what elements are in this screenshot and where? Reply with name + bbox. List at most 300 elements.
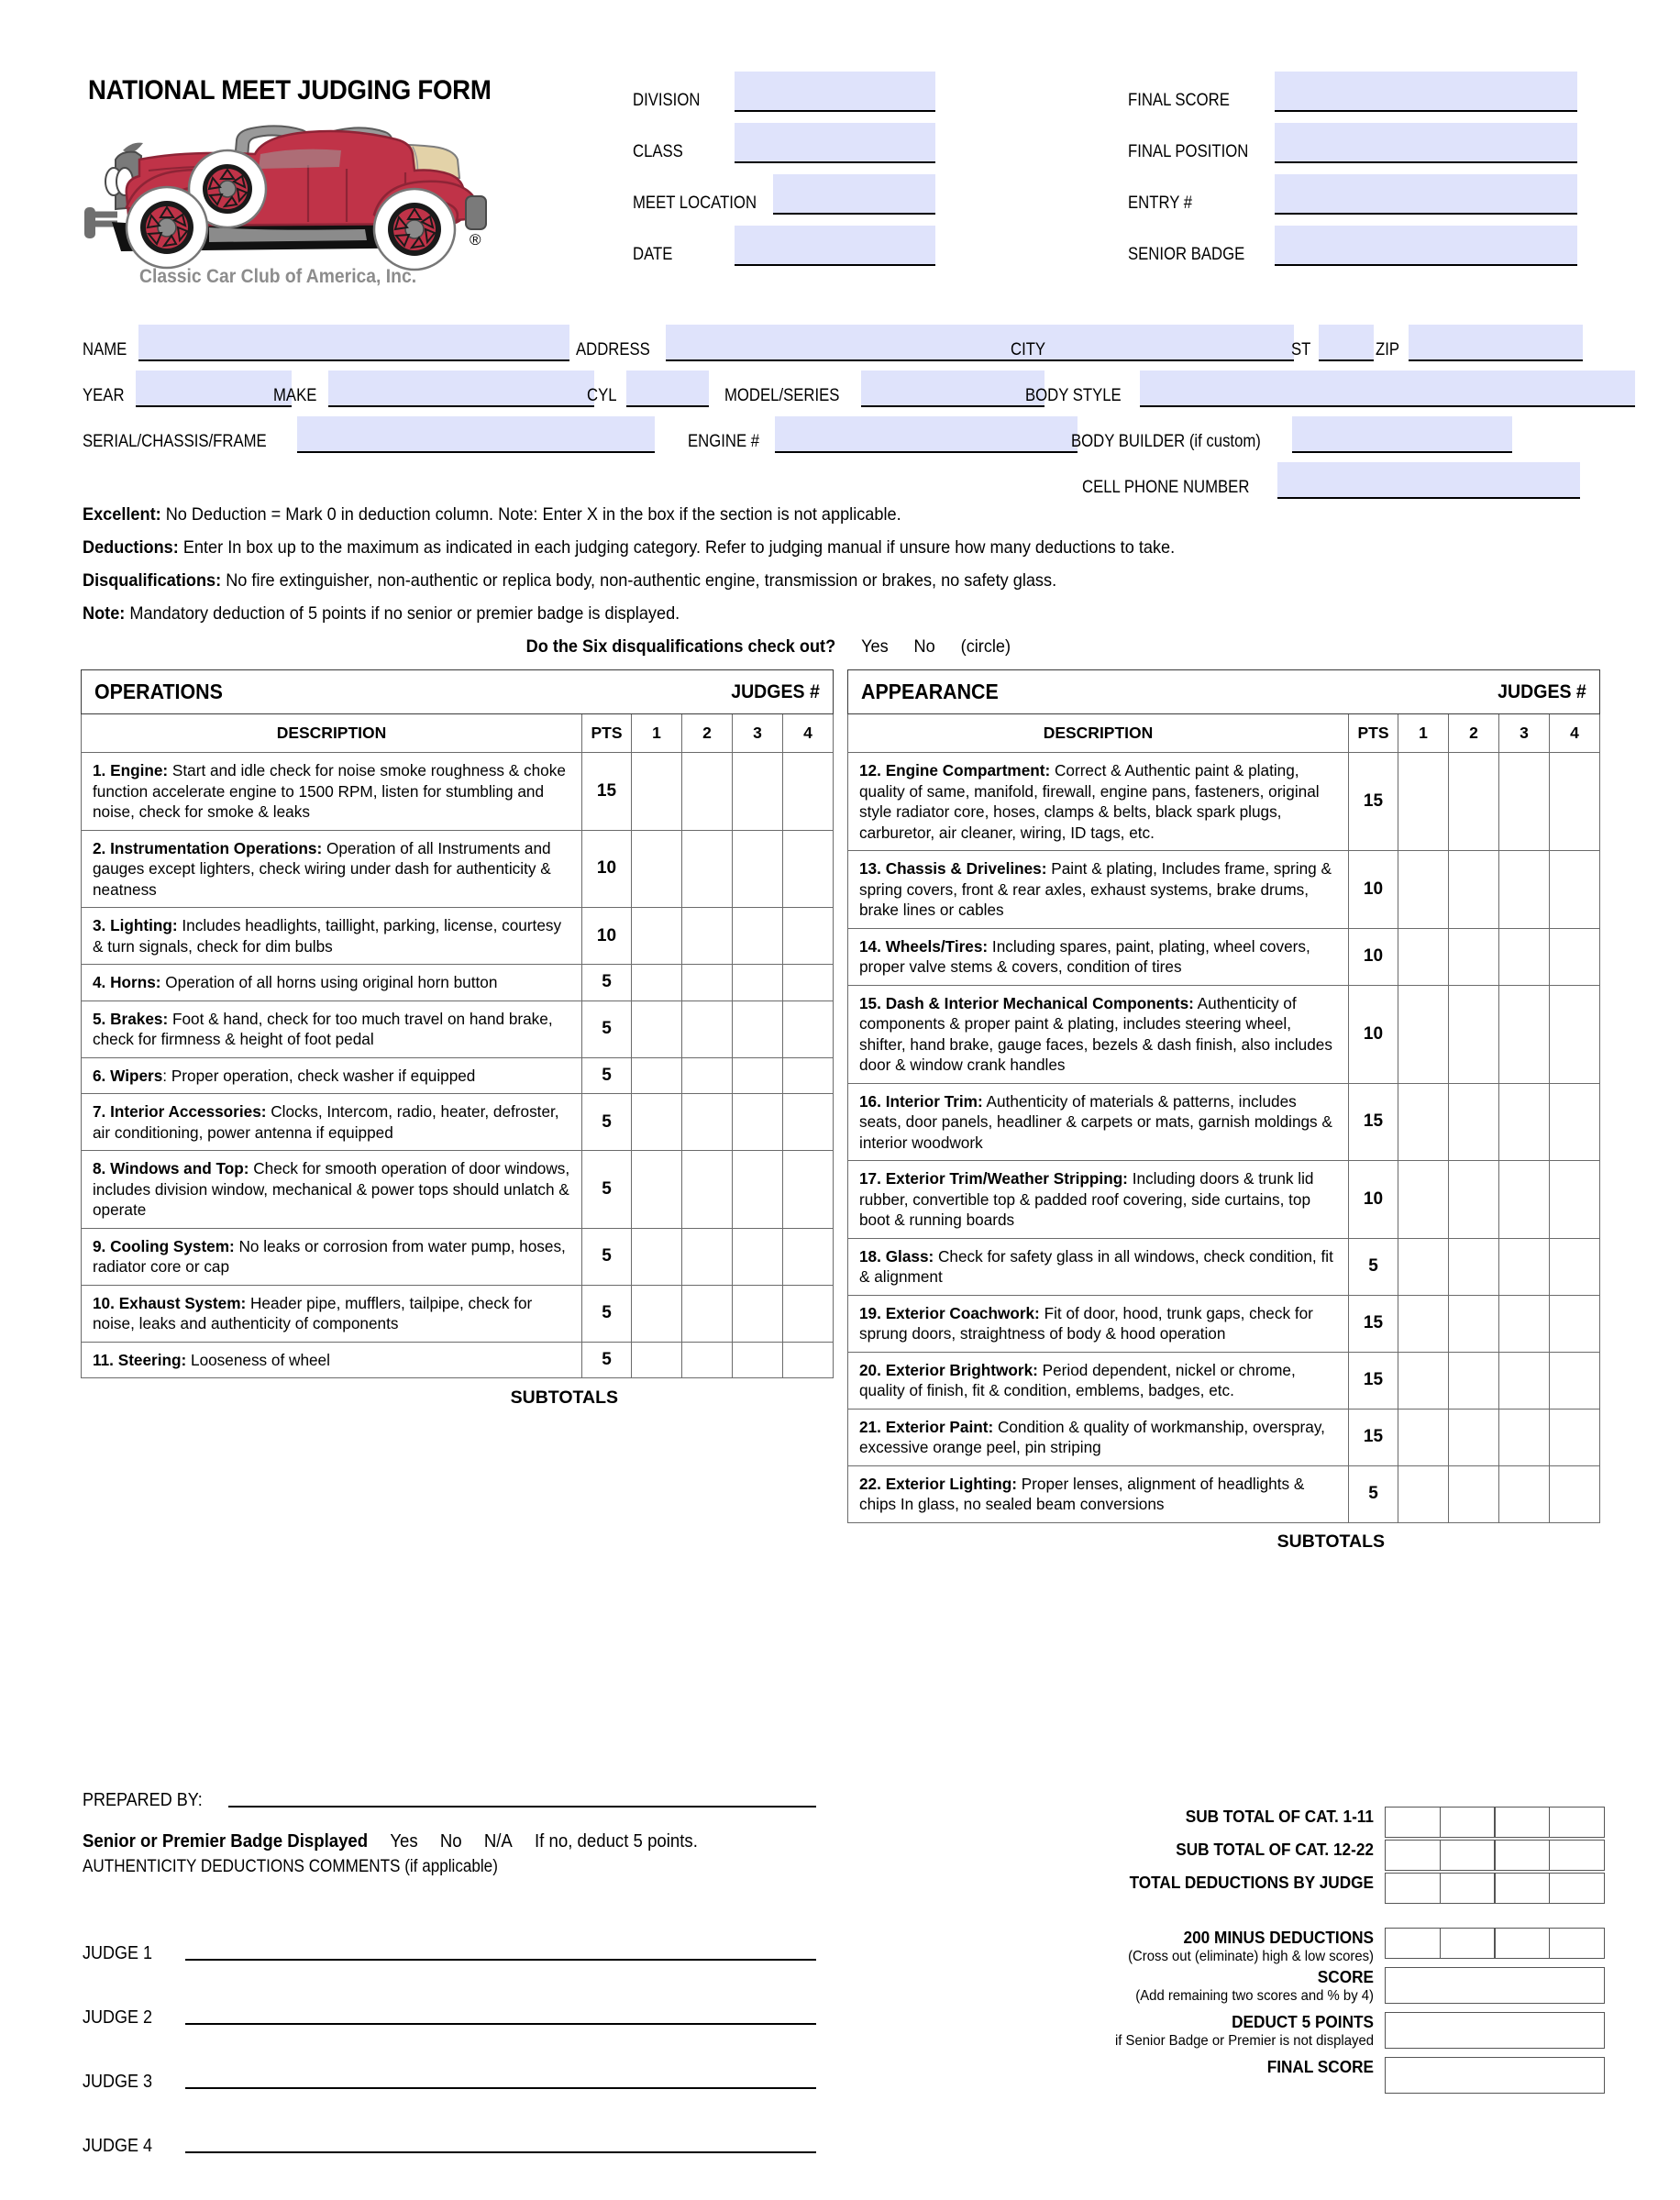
row-detail-text: Fit of door, hood, trunk gaps, check for sprung doors, straightness of body & hood operation: [859, 1303, 1313, 1343]
date-input[interactable]: [735, 226, 935, 266]
row-title-text: Exterior Lighting:: [885, 1474, 1017, 1493]
field-state[interactable]: ST: [1291, 325, 1374, 361]
row-title-text: Steering:: [117, 1350, 187, 1369]
field-date[interactable]: DATE: [633, 226, 935, 266]
judge-1-deduction-cell[interactable]: [632, 1151, 682, 1229]
field-zip[interactable]: ZIP: [1376, 325, 1583, 361]
judge-1-deduction-cell[interactable]: [632, 1228, 682, 1285]
judge-4-deduction-cell[interactable]: [1550, 1352, 1600, 1409]
row-points: 15: [582, 753, 632, 831]
judge-4-deduction-cell[interactable]: [783, 908, 834, 965]
judge-signature-input[interactable]: [185, 1959, 816, 1961]
row-points: 10: [1349, 851, 1398, 929]
row-description: [848, 1295, 1349, 1352]
scoring-judge-4-box[interactable]: [1549, 1840, 1605, 1871]
judge-1-deduction-cell[interactable]: [632, 1094, 682, 1151]
judge-2-deduction-cell[interactable]: [1449, 1083, 1499, 1161]
instruction-disqualifications: Disqualifications: No fire extinguisher, non-authentic or replica body, non-authentic engine, transmission or brakes, no safety glass.: [83, 570, 1057, 591]
authenticity-comments-label: AUTHENTICITY DEDUCTIONS COMMENTS (if applicable): [83, 1857, 498, 1876]
scoring-value-box[interactable]: [1385, 1967, 1605, 2004]
judge-1-deduction-cell[interactable]: [632, 1001, 682, 1057]
operations-subtotals-label: SUBTOTALS: [510, 1387, 618, 1408]
judge-4-deduction-cell[interactable]: [1550, 1295, 1600, 1352]
body-builder-input[interactable]: [1292, 416, 1512, 453]
judge-2-deduction-cell[interactable]: [682, 753, 733, 831]
prepared-by-row[interactable]: [83, 1790, 816, 1811]
badge-na-option[interactable]: N/A: [483, 1831, 513, 1852]
judge-3-deduction-cell[interactable]: [733, 1151, 783, 1229]
judge-3-deduction-cell[interactable]: [1499, 985, 1550, 1083]
judge-3-deduction-cell[interactable]: [733, 965, 783, 1001]
field-engine-number[interactable]: ENGINE #: [688, 416, 1078, 453]
field-body-style[interactable]: BODY STYLE: [1025, 370, 1635, 407]
row-points: 10: [1349, 928, 1398, 985]
scoring-judge-1-box[interactable]: [1385, 1928, 1441, 1959]
scoring-judge-4-box[interactable]: [1549, 1928, 1605, 1959]
row-title-text: Horns:: [110, 973, 161, 991]
judge-1-deduction-cell[interactable]: [1398, 985, 1449, 1083]
scoring-row-sub-label: (Add remaining two scores and % by 4): [1135, 1988, 1374, 2004]
judge-3-deduction-cell[interactable]: [733, 753, 783, 831]
row-detail-text: Check for smooth operation of door windows, includes division window, mechanical & power tops should unlatch & operate: [93, 1159, 570, 1219]
row-title-text: Dash & Interior Mechanical Components:: [885, 993, 1194, 1012]
row-title: 6.: [93, 1066, 106, 1085]
final-position-input[interactable]: [1275, 123, 1577, 163]
judge-4-deduction-cell[interactable]: [1550, 1161, 1600, 1239]
appearance-col-pts: PTS: [1349, 714, 1398, 753]
judge-2-deduction-cell[interactable]: [682, 1342, 733, 1378]
judge-4-deduction-cell[interactable]: [1550, 1238, 1600, 1295]
row-title-text: Cooling System:: [110, 1236, 235, 1255]
row-title-text: Glass:: [885, 1246, 934, 1266]
field-city[interactable]: CITY: [1011, 325, 1294, 361]
judge-signature-input[interactable]: [185, 2151, 816, 2153]
judge-3-deduction-cell[interactable]: [1499, 1352, 1550, 1409]
judge-3-deduction-cell[interactable]: [733, 830, 783, 908]
judge-1-deduction-cell[interactable]: [1398, 1352, 1449, 1409]
judge-3-deduction-cell[interactable]: [733, 1057, 783, 1094]
row-description: [82, 1151, 582, 1229]
row-title: 18.: [859, 1246, 881, 1266]
operations-section-title: OPERATIONS: [94, 680, 223, 703]
scoring-row-sub-label: if Senior Badge or Premier is not displayed: [1114, 2033, 1374, 2049]
judge-4-deduction-cell[interactable]: [783, 1001, 834, 1057]
judge-3-deduction-cell[interactable]: [733, 1342, 783, 1378]
judge-3-deduction-cell[interactable]: [733, 1094, 783, 1151]
judge-signature-list: [83, 1943, 816, 2157]
table-row: [82, 908, 834, 965]
table-row: [848, 1083, 1600, 1161]
row-points: 15: [1349, 1083, 1398, 1161]
table-row: [82, 830, 834, 908]
judge-4-deduction-cell[interactable]: [783, 965, 834, 1001]
scoring-judge-4-box[interactable]: [1549, 1873, 1605, 1904]
badge-deduct-note: If no, deduct 5 points.: [535, 1831, 698, 1852]
row-title: 4.: [93, 973, 106, 991]
class-input[interactable]: [735, 123, 935, 163]
judge-2-deduction-cell[interactable]: [682, 1057, 733, 1094]
appearance-table: [847, 669, 1600, 1523]
scoring-judge-3-box[interactable]: [1494, 1807, 1550, 1838]
judge-4-deduction-cell[interactable]: [783, 1228, 834, 1285]
judge-2-deduction-cell[interactable]: [1449, 1295, 1499, 1352]
row-description: [848, 1465, 1349, 1522]
scoring-row: [1000, 2012, 1605, 2050]
judge-1-deduction-cell[interactable]: [1398, 753, 1449, 851]
field-body-builder[interactable]: BODY BUILDER (if custom): [1071, 416, 1512, 453]
six-disqualifications-question: Do the Six disqualifications check out? Yes No (circle): [525, 636, 1011, 657]
judge-2-deduction-cell[interactable]: [1449, 1238, 1499, 1295]
scoring-value-box[interactable]: [1385, 2057, 1605, 2094]
judge-2-deduction-cell[interactable]: [682, 908, 733, 965]
judge-2-deduction-cell[interactable]: [682, 1285, 733, 1342]
judge-1-deduction-cell[interactable]: [1398, 1161, 1449, 1239]
judge-4-deduction-cell[interactable]: [783, 1151, 834, 1229]
state-input[interactable]: [1319, 325, 1374, 361]
row-description: [848, 928, 1349, 985]
judge-2-deduction-cell[interactable]: [1449, 851, 1499, 929]
table-row: [848, 1295, 1600, 1352]
operations-col-judge-4: 4: [783, 714, 834, 753]
badge-displayed-label: Senior or Premier Badge Displayed: [83, 1831, 369, 1852]
scoring-row-label: [1000, 2012, 1385, 2050]
judge-signature-row[interactable]: [83, 2072, 816, 2093]
judge-3-deduction-cell[interactable]: [1499, 1465, 1550, 1522]
judge-2-deduction-cell[interactable]: [1449, 1409, 1499, 1465]
row-description: [82, 908, 582, 965]
row-detail-text: Includes headlights, taillight, parking, license, courtesy & turn signals, check for dim bulbs: [93, 916, 562, 956]
scoring-row-label: [1000, 1967, 1385, 2005]
scoring-row-label: [1000, 1840, 1385, 1860]
row-description: [82, 1001, 582, 1057]
operations-subtotal-judge-4[interactable]: [782, 1378, 833, 1417]
instruction-excellent: Excellent: No Deduction = Mark 0 in deduction column. Note: Enter X in the box if the section is not applicable.: [83, 504, 901, 525]
judge-4-deduction-cell[interactable]: [1550, 1465, 1600, 1522]
row-description: [848, 985, 1349, 1083]
logo-caption: Classic Car Club of America, Inc.: [139, 266, 417, 287]
prepared-by-input[interactable]: [228, 1806, 816, 1808]
scoring-judge-2-box[interactable]: [1440, 1807, 1496, 1838]
judge-1-deduction-cell[interactable]: [632, 1342, 682, 1378]
judge-4-deduction-cell[interactable]: [1550, 1409, 1600, 1465]
row-detail-text: Start and idle check for noise smoke roughness & choke function accelerate engine to 1500 RPM, listen for stumbling and noise, check for smoke & leaks: [93, 761, 566, 821]
field-final-score[interactable]: FINAL SCORE: [1128, 72, 1577, 112]
table-row: [82, 1057, 834, 1094]
badge-no-option[interactable]: No: [439, 1831, 462, 1852]
judge-4-deduction-cell[interactable]: [1550, 851, 1600, 929]
row-detail-text: Authenticity of components & proper paint & plating, includes steering wheel, shifter, hand brake, gauge faces, bezels & dash finish, also includes door & window crank handles: [859, 993, 1332, 1074]
final-score-input[interactable]: [1275, 72, 1577, 112]
judge-1-deduction-cell[interactable]: [632, 830, 682, 908]
judge-1-deduction-cell[interactable]: [1398, 1465, 1449, 1522]
judge-4-deduction-cell[interactable]: [783, 1094, 834, 1151]
row-detail-text: No leaks or corrosion from water pump, hoses, radiator core or cap: [93, 1236, 566, 1276]
instructions-block: [83, 501, 1623, 658]
row-description: [82, 965, 582, 1001]
judge-2-deduction-cell[interactable]: [682, 830, 733, 908]
judge-3-deduction-cell[interactable]: [1499, 753, 1550, 851]
scoring-judge-2-box[interactable]: [1440, 1873, 1496, 1904]
judge-signature-input[interactable]: [185, 2023, 816, 2025]
judge-4-deduction-cell[interactable]: [1550, 985, 1600, 1083]
field-cyl[interactable]: CYL: [587, 370, 709, 407]
appearance-subtotals-label: SUBTOTALS: [1277, 1531, 1385, 1552]
judge-2-deduction-cell[interactable]: [1449, 985, 1499, 1083]
judge-2-deduction-cell[interactable]: [1449, 1465, 1499, 1522]
judge-label: JUDGE 1: [83, 1943, 153, 1963]
meet-location-input[interactable]: [773, 174, 935, 215]
scoring-row-label: [1000, 1873, 1385, 1893]
serial-input[interactable]: [297, 416, 655, 453]
judge-1-deduction-cell[interactable]: [1398, 1238, 1449, 1295]
row-title: 5.: [93, 1009, 106, 1028]
scoring-row: [1000, 1840, 1605, 1871]
field-model-series[interactable]: MODEL/SERIES: [724, 370, 1044, 407]
row-points: 5: [582, 1285, 632, 1342]
field-name[interactable]: NAME: [83, 325, 569, 361]
judge-3-deduction-cell[interactable]: [1499, 1161, 1550, 1239]
field-senior-badge[interactable]: SENIOR BADGE: [1128, 226, 1577, 266]
table-row: [848, 1352, 1600, 1409]
judge-4-deduction-cell[interactable]: [783, 753, 834, 831]
row-points: 5: [582, 965, 632, 1001]
field-meet-location[interactable]: MEET LOCATION: [633, 174, 935, 215]
judge-1-deduction-cell[interactable]: [632, 1285, 682, 1342]
row-title: 7.: [93, 1102, 106, 1121]
judge-1-deduction-cell[interactable]: [1398, 928, 1449, 985]
entry-number-input[interactable]: [1275, 174, 1577, 215]
judge-label: JUDGE 4: [83, 2136, 153, 2156]
table-row: [848, 1465, 1600, 1522]
judge-4-deduction-cell[interactable]: [1550, 1083, 1600, 1161]
row-points: 15: [1349, 1295, 1398, 1352]
appearance-col-judge-2: 2: [1449, 714, 1499, 753]
six-yes-option[interactable]: Yes: [861, 636, 889, 657]
judge-2-deduction-cell[interactable]: [1449, 753, 1499, 851]
table-row: [82, 1001, 834, 1057]
cell-phone-input[interactable]: [1277, 462, 1580, 499]
field-address[interactable]: ADDRESS: [576, 325, 1078, 361]
city-input[interactable]: [1056, 325, 1294, 361]
registered-trademark-icon: ®: [470, 231, 481, 249]
judge-2-deduction-cell[interactable]: [1449, 1352, 1499, 1409]
table-row: [848, 1409, 1600, 1465]
operations-table-wrapper: [81, 669, 833, 1417]
judge-1-deduction-cell[interactable]: [1398, 851, 1449, 929]
scoring-judge-4-box[interactable]: [1549, 1807, 1605, 1838]
senior-badge-input[interactable]: [1275, 226, 1577, 266]
judge-3-deduction-cell[interactable]: [733, 1001, 783, 1057]
operations-subtotal-judge-3[interactable]: [732, 1378, 782, 1417]
row-detail-text: Foot & hand, check for too much travel on hand brake, check for firmness & height of foot pedal: [93, 1009, 553, 1048]
table-row: [82, 1094, 834, 1151]
row-points: 10: [1349, 985, 1398, 1083]
judge-2-deduction-cell[interactable]: [1449, 928, 1499, 985]
row-title: 14.: [859, 936, 881, 956]
appearance-col-judge-1: 1: [1398, 714, 1449, 753]
row-description: [82, 1342, 582, 1378]
row-title: 9.: [93, 1236, 106, 1255]
scoring-row: [1000, 1873, 1605, 1904]
judge-2-deduction-cell[interactable]: [682, 1001, 733, 1057]
scoring-judge-3-box[interactable]: [1494, 1928, 1550, 1959]
row-title-text: Chassis & Drivelines:: [885, 859, 1047, 878]
scoring-judge-3-box[interactable]: [1494, 1873, 1550, 1904]
row-title-text: Interior Accessories:: [110, 1102, 267, 1121]
judge-2-deduction-cell[interactable]: [682, 1228, 733, 1285]
row-description: [82, 753, 582, 831]
judge-4-deduction-cell[interactable]: [783, 1342, 834, 1378]
judge-3-deduction-cell[interactable]: [1499, 1083, 1550, 1161]
model-series-input[interactable]: [861, 370, 1044, 407]
form-header: [0, 0, 1680, 303]
judge-signature-input[interactable]: [185, 2087, 816, 2089]
judge-2-deduction-cell[interactable]: [682, 965, 733, 1001]
judge-2-deduction-cell[interactable]: [682, 1094, 733, 1151]
judge-label: JUDGE 3: [83, 2072, 153, 2092]
scoring-row-main-label: SCORE: [1317, 1967, 1374, 1986]
judge-1-deduction-cell[interactable]: [632, 965, 682, 1001]
scoring-judge-1-box[interactable]: [1385, 1873, 1441, 1904]
scoring-row-main-label: TOTAL DEDUCTIONS BY JUDGE: [1129, 1873, 1374, 1892]
field-final-position[interactable]: FINAL POSITION: [1128, 123, 1577, 163]
row-points: 5: [1349, 1465, 1398, 1522]
engine-number-input[interactable]: [775, 416, 1078, 453]
appearance-subtotal-judge-4[interactable]: [1549, 1523, 1599, 1562]
judge-1-deduction-cell[interactable]: [1398, 1295, 1449, 1352]
judge-3-deduction-cell[interactable]: [733, 1228, 783, 1285]
scoring-row: [1000, 1967, 1605, 2005]
judge-4-deduction-cell[interactable]: [1550, 753, 1600, 851]
field-make[interactable]: MAKE: [273, 370, 594, 407]
table-row: [848, 851, 1600, 929]
scoring-row-sub-label: (Cross out (eliminate) high & low scores): [1128, 1949, 1374, 1964]
scoring-judge-3-box[interactable]: [1494, 1840, 1550, 1871]
scoring-judge-2-box[interactable]: [1440, 1928, 1496, 1959]
prepared-by-label: PREPARED BY:: [83, 1790, 203, 1810]
field-cell-phone[interactable]: CELL PHONE NUMBER: [1082, 462, 1580, 499]
judge-2-deduction-cell[interactable]: [682, 1151, 733, 1229]
judge-3-deduction-cell[interactable]: [733, 1285, 783, 1342]
judge-4-deduction-cell[interactable]: [1550, 928, 1600, 985]
zip-input[interactable]: [1409, 325, 1583, 361]
field-division[interactable]: DIVISION: [633, 72, 935, 112]
judge-1-deduction-cell[interactable]: [1398, 1083, 1449, 1161]
row-points: 10: [582, 908, 632, 965]
appearance-subtotal-judge-3[interactable]: [1498, 1523, 1549, 1562]
judge-1-deduction-cell[interactable]: [632, 753, 682, 831]
six-circle-hint: (circle): [960, 636, 1011, 657]
row-detail-text: Correct & Authentic paint & plating, quality of same, manifold, firewall, engine pans, fasteners, original style radiator core, hoses, clamps & belts, black spark plugs, carburetor, air cleaner, wiring, ID tags, etc.: [859, 761, 1320, 842]
table-row: [82, 965, 834, 1001]
operations-col-judge-1: 1: [632, 714, 682, 753]
name-input[interactable]: [138, 325, 569, 361]
row-title-text: Engine:: [110, 761, 169, 779]
judge-3-deduction-cell[interactable]: [733, 908, 783, 965]
row-title-text: Exterior Paint:: [885, 1417, 994, 1436]
footer-left: [83, 1790, 816, 2200]
row-title-text: Exterior Trim/Weather Stripping:: [885, 1169, 1128, 1188]
year-input[interactable]: [136, 370, 292, 407]
judge-3-deduction-cell[interactable]: [1499, 928, 1550, 985]
row-description: [848, 1352, 1349, 1409]
row-points: 15: [1349, 1409, 1398, 1465]
judge-4-deduction-cell[interactable]: [783, 830, 834, 908]
appearance-table-wrapper: [847, 669, 1599, 1562]
scoring-row: [1000, 1928, 1605, 1965]
judge-3-deduction-cell[interactable]: [1499, 1238, 1550, 1295]
field-entry-number[interactable]: ENTRY #: [1128, 174, 1577, 215]
row-title: 11.: [93, 1350, 114, 1369]
badge-yes-option[interactable]: Yes: [390, 1831, 418, 1852]
operations-subtotal-judge-2[interactable]: [681, 1378, 732, 1417]
appearance-col-description: DESCRIPTION: [848, 714, 1349, 753]
scoring-judge-1-box[interactable]: [1385, 1840, 1441, 1871]
scoring-value-box[interactable]: [1385, 2012, 1605, 2049]
scoring-row-main-label: SUB TOTAL OF CAT. 12-22: [1176, 1840, 1374, 1859]
row-points: 5: [582, 1151, 632, 1229]
judge-2-deduction-cell[interactable]: [1449, 1161, 1499, 1239]
judge-1-deduction-cell[interactable]: [632, 908, 682, 965]
judge-3-deduction-cell[interactable]: [1499, 1409, 1550, 1465]
judge-signature-row[interactable]: [83, 2136, 816, 2157]
field-year[interactable]: YEAR: [83, 370, 292, 407]
judge-1-deduction-cell[interactable]: [1398, 1409, 1449, 1465]
scoring-row-main-label: DEDUCT 5 POINTS: [1232, 2012, 1374, 2031]
row-description: [82, 1094, 582, 1151]
six-no-option[interactable]: No: [913, 636, 935, 657]
scoring-row-main-label: FINAL SCORE: [1266, 2057, 1374, 2076]
make-input[interactable]: [328, 370, 594, 407]
judge-3-deduction-cell[interactable]: [1499, 1295, 1550, 1352]
table-row: [82, 1228, 834, 1285]
row-title: 17.: [859, 1169, 881, 1188]
row-points: 5: [582, 1342, 632, 1378]
row-points: 15: [1349, 1352, 1398, 1409]
row-description: [848, 753, 1349, 851]
row-title: 13.: [859, 859, 881, 878]
judge-3-deduction-cell[interactable]: [1499, 851, 1550, 929]
appearance-subtotal-judge-1[interactable]: [1398, 1523, 1448, 1562]
row-title: 1.: [93, 761, 106, 779]
body-style-input[interactable]: [1140, 370, 1635, 407]
row-points: 5: [582, 1228, 632, 1285]
scoring-judge-2-box[interactable]: [1440, 1840, 1496, 1871]
operations-table: [81, 669, 834, 1378]
row-description: [848, 851, 1349, 929]
operations-col-judge-3: 3: [733, 714, 783, 753]
owner-vehicle-info: [0, 312, 1680, 495]
division-input[interactable]: [735, 72, 935, 112]
judge-signature-row[interactable]: [83, 2007, 816, 2029]
operations-subtotal-judge-1[interactable]: [631, 1378, 681, 1417]
row-detail-text: Proper lenses, alignment of headlights & chips In glass, no sealed beam conversions: [859, 1474, 1305, 1513]
row-detail-text: Clocks, Intercom, radio, heater, defroster, air conditioning, power antenna if equipped: [93, 1102, 559, 1142]
field-class[interactable]: CLASS: [633, 123, 935, 163]
row-detail-text: Authenticity of materials & patterns, includes seats, door panels, headliner & carpets or mats, garnish moldings & interior woodwork: [859, 1091, 1332, 1152]
judge-label: JUDGE 2: [83, 2007, 153, 2028]
scoring-judge-1-box[interactable]: [1385, 1807, 1441, 1838]
cyl-input[interactable]: [626, 370, 709, 407]
judge-4-deduction-cell[interactable]: [783, 1285, 834, 1342]
appearance-subtotal-judge-2[interactable]: [1448, 1523, 1498, 1562]
scoring-judge-boxes: [1385, 1928, 1605, 1959]
field-serial-chassis-frame[interactable]: SERIAL/CHASSIS/FRAME: [83, 416, 655, 453]
judge-4-deduction-cell[interactable]: [783, 1057, 834, 1094]
judge-signature-row[interactable]: [83, 1943, 816, 1964]
scoring-row-label: [1000, 1928, 1385, 1965]
judge-1-deduction-cell[interactable]: [632, 1057, 682, 1094]
